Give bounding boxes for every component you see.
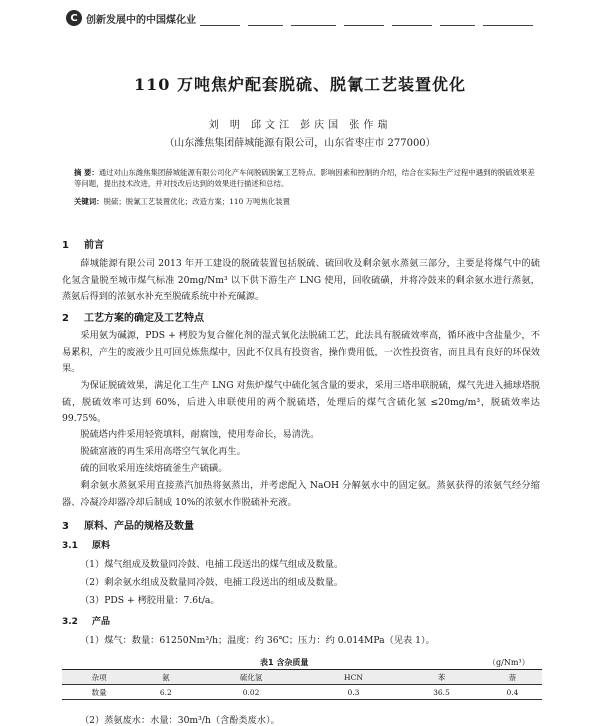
header-divider (483, 25, 533, 26)
table-header-cell: 杂项 (62, 670, 136, 685)
table-header-cell: 硫化氢 (195, 670, 306, 685)
table-header-cell: 萘 (483, 670, 542, 685)
journal-header (66, 10, 196, 26)
subsection-heading-3-1: 3.1 原料 (62, 541, 111, 551)
table-cell: 6.2 (136, 685, 195, 700)
abstract (74, 168, 536, 189)
paragraph-desulfurization: 为保证脱硫效果，满足化工生产 LNG 对焦炉煤气中硫化氢含量的要求，采用三塔串联脱硫，煤气先进入捕球塔脱硫，脱硫效率可达到 60%，后进入串联使用的两个脱硫塔，处理后的煤气含硫化氢 ≤20mg/m³，脱硫效率达 99.75%。 (62, 380, 540, 424)
paragraph-packing: 脱硫塔内件采用轻瓷填料，耐腐蚀，使用寿命长，易清洗。 (80, 429, 320, 440)
table-row (62, 685, 542, 700)
keywords (74, 197, 536, 208)
product-line (80, 632, 435, 650)
table-cell: 0.4 (483, 685, 542, 700)
section-heading-2: 2 工艺方案的确定及工艺特点 (62, 313, 204, 324)
paper-authors: 刘 明 邱文江 彭庆国 张作瑞 (208, 120, 392, 131)
table-header-cell: HCN (307, 670, 400, 685)
list-item: （1）煤气：数量：61250Nm³/h；温度：约 36℃；压力：约 0.014MPa（见表 1）。 (80, 635, 435, 646)
table-header-row (62, 670, 542, 685)
table-header-cell: 氨 (136, 670, 195, 685)
header-divider (248, 25, 283, 26)
header-divider (200, 25, 240, 26)
paragraph-regeneration: 脱硫富液的再生采用高塔空气氧化再生。 (80, 446, 246, 457)
impurity-table (62, 669, 542, 700)
paragraph-sulfur-recovery: 硫的回收采用连续熔硫釜生产硫磺。 (80, 463, 228, 474)
section-heading-3: 3 原料、产品的规格及数量 (62, 521, 194, 532)
header-divider (440, 25, 475, 26)
paper-affiliation: （山东潍焦集团薛城能源有限公司，山东省枣庄市 277000） (164, 138, 436, 149)
table-cell: 0.02 (195, 685, 306, 700)
keywords-text: 脱硫；脱氰工艺装置优化；改造方案；110 万吨焦化装置 (103, 197, 291, 206)
subsection-heading-3-2: 3.2 产品 (62, 617, 111, 627)
header-divider (392, 25, 432, 26)
table-cell: 0.3 (307, 685, 400, 700)
table-unit: （g/Nm³） (488, 658, 530, 667)
keywords-label: 关键词： (74, 197, 104, 206)
table-cell: 数量 (62, 685, 136, 700)
paragraph-intro: 薛城能源有限公司 2013 年开工建设的脱硫装置包括脱硫、硫回收及剩余氨水蒸氨三部分，主要是将煤气中的硫化氢含量脱至城市煤气标准 20mg/Nm³ 以下供下游生产 LNG 使用，回收硫磺，并将冷鼓来的剩余氨水进行蒸氨，蒸氨后得到的浓氨水补充至脱硫系统中补充碱源。 (62, 258, 540, 302)
abstract-text: 通过对山东潍焦集团薛城能源有限公司化产车间脱硫脱氰工艺特点、影响因素和控制的介绍，结合在实际生产过程中遇到的脱硫效果差等问题，提出技术改进，并对技改后达到的效果进行描述和总结。 (74, 168, 535, 188)
header-divider (344, 25, 384, 26)
header-divider (291, 25, 336, 26)
list-item: （3）PDS + 栲胶用量：7.6t/a。 (80, 595, 220, 606)
journal-name: 创新发展中的中国煤化业 (86, 14, 196, 26)
table-header-cell: 苯 (400, 670, 483, 685)
paper-title: 110 万吨焦炉配套脱硫、脱氰工艺装置优化 (134, 75, 466, 94)
list-item: （1）煤气组成及数量同冷鼓、电捕工段送出的煤气组成及数量。 (80, 559, 344, 570)
list-item: （2）剩余氨水组成及数量同冷鼓、电捕工段送出的组成及数量。 (80, 577, 344, 588)
raw-materials-list (80, 556, 343, 610)
table-cell: 36.5 (400, 685, 483, 700)
table-caption: 表1 含杂质量 (260, 658, 309, 667)
product-line-2: （2）蒸氨废水：水量：30m³/h（含酚类废水）。 (80, 715, 280, 726)
journal-logo-icon: C (66, 10, 82, 26)
abstract-label: 摘 要： (74, 168, 99, 177)
paragraph-process: 采用氨为碱源，PDS + 栲胶为复合催化剂的湿式氧化法脱硫工艺，此法具有脱硫效率高，循环液中含盐量少，不易累积，产生的废液少且可回兑炼焦煤中，因此不仅具有投资省，操作费用低，一次性投资省，而且具有良好的环保效果。 (62, 330, 540, 374)
paragraph-ammonia: 剩余氨水蒸氨采用直接蒸汽加热将氨蒸出，并考虑配入 NaOH 分解氨水中的固定氨。蒸氨获得的浓氨气经分缩器、冷凝冷却器冷却后制成 10%的浓氨水作脱硫补充液。 (62, 480, 540, 508)
section-heading-1: 1 前言 (62, 240, 104, 251)
